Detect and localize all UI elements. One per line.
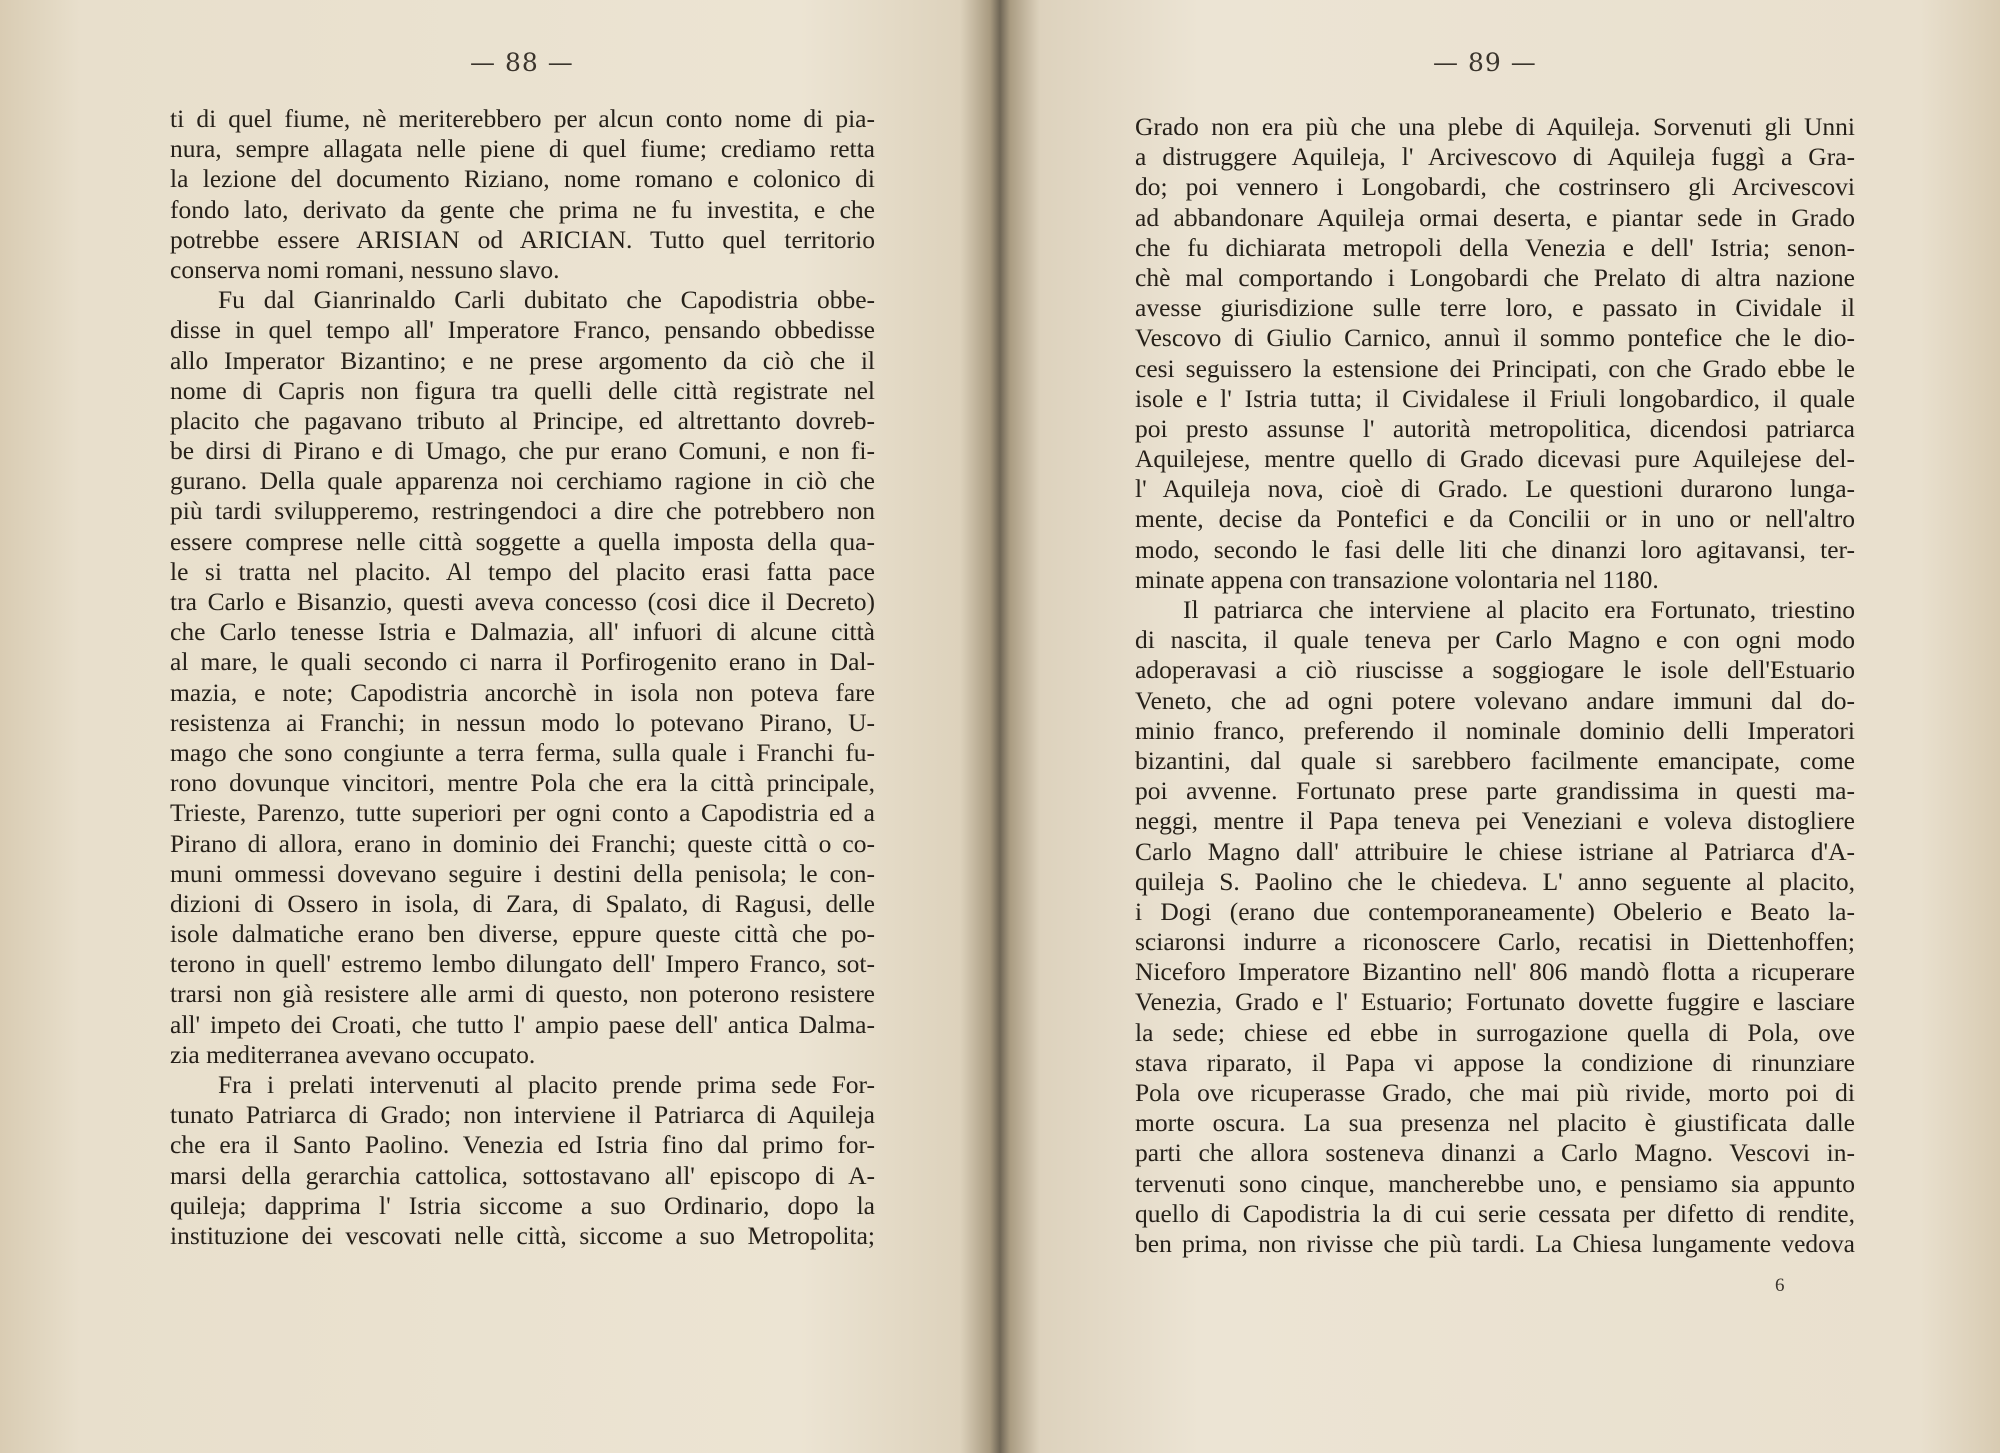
text-line: gurano. Della quale apparenza noi cerchiamo ragione in ciò che: [170, 466, 875, 496]
body-text: [1135, 112, 1855, 1259]
text-line: Venezia, Grado e l' Estuario; Fortunato dovette fuggire e lasciare: [1135, 987, 1855, 1017]
text-line: zia mediterranea avevano occupato.: [170, 1039, 536, 1069]
text-line: la lezione del documento Riziano, nome romano e colonico di: [170, 164, 875, 194]
text-line: quello di Capodistria la di cui serie cessata per difetto di rendite,: [1135, 1198, 1855, 1228]
text-line: isole dalmatiche erano ben diverse, eppure queste città che po-: [170, 919, 875, 949]
text-line: potrebbe essere ARISIAN od ARICIAN. Tutto quel territorio: [170, 224, 875, 254]
text-line: mago che sono congiunte a terra ferma, sulla quale i Franchi fu-: [170, 737, 875, 767]
text-line: chè mal comportando i Longobardi che Prelato di altra nazione: [1135, 262, 1855, 292]
text-line: che fu dichiarata metropoli della Venezia e dell' Istria; senon-: [1135, 232, 1855, 262]
text-line: Veneto, che ad ogni potere volevano andare immuni dal do-: [1135, 685, 1855, 715]
text-line: Pola ove ricuperasse Grado, che mai più rivide, morto poi di: [1135, 1078, 1855, 1107]
text-line: muni ommessi dovevano seguire i destini della penisola; le con-: [170, 858, 875, 888]
text-line: tra Carlo e Bisanzio, questi aveva concesso (cosi dice il Decreto): [170, 587, 875, 616]
text-line: che era il Santo Paolino. Venezia ed Istria fino dal primo for-: [170, 1130, 875, 1160]
text-line: Aquilejese, mentre quello di Grado dicevasi pure Aquilejese del-: [1135, 444, 1855, 474]
text-line: trarsi non già resistere alle armi di questo, non poterono resistere: [170, 979, 875, 1009]
text-line: parti che allora sosteneva dinanzi a Carlo Magno. Vescovi in-: [1135, 1138, 1855, 1168]
text-line: tervenuti sono cinque, mancherebbe uno, e pensiamo sia appunto: [1135, 1168, 1855, 1198]
text-line: ti di quel fiume, nè meriterebbero per alcun conto nome di pia-: [170, 104, 875, 133]
text-line: di nascita, il quale teneva per Carlo Magno e con ogni modo: [1135, 625, 1855, 655]
text-line: mazia, e note; Capodistria ancorchè in isola non poteva fare: [170, 677, 875, 707]
text-line: Carlo Magno dall' attribuire le chiese istriane al Patriarca d'A-: [1135, 836, 1855, 866]
text-line: neggi, mentre il Papa teneva pei Veneziani e voleva distogliere: [1135, 806, 1855, 836]
text-line: le si tratta nel placito. Al tempo del placito erasi fatta pace: [170, 556, 875, 586]
text-line: tunato Patriarca di Grado; non interviene il Patriarca di Aquileja: [170, 1100, 875, 1130]
signature-mark: 6: [1775, 1275, 1785, 1296]
text-line: disse in quel tempo all' Imperatore Franco, pensando obbedisse: [170, 315, 875, 345]
text-line: che Carlo tenesse Istria e Dalmazia, all' infuori di alcune città: [170, 617, 875, 647]
text-line: più tardi svilupperemo, restringendoci a dire che potrebbero non: [170, 496, 875, 526]
text-line: morte oscura. La sua presenza nel placito è giustificata dalle: [1135, 1108, 1855, 1138]
text-line: be dirsi di Pirano e di Umago, che pur erano Comuni, e non fi-: [170, 436, 875, 466]
text-line: quileja; dapprima l' Istria siccome a suo Ordinario, dopo la: [170, 1190, 875, 1220]
text-line: nura, sempre allagata nelle piene di quel fiume; crediamo retta: [170, 134, 875, 164]
text-line: sciaronsi indurre a riconoscere Carlo, recatisi in Diettenhoffen;: [1135, 927, 1855, 957]
text-line: quileja S. Paolino che le chiedeva. L' anno seguente al placito,: [1135, 866, 1855, 896]
text-line: conserva nomi romani, nessuno slavo.: [170, 254, 560, 284]
text-line: poi avvenne. Fortunato prese parte grandissima in questi ma-: [1135, 776, 1855, 806]
text-line: dizioni di Ossero in isola, di Zara, di Spalato, di Ragusi, delle: [170, 888, 875, 918]
text-line: Fu dal Gianrinaldo Carli dubitato che Capodistria obbe-: [218, 285, 875, 315]
text-line: adoperavasi a ciò riuscisse a soggiogare le isole dell'Estuario: [1135, 655, 1855, 685]
text-line: isole e l' Istria tutta; il Cividalese il Friuli longobardico, il quale: [1135, 383, 1855, 413]
text-line: allo Imperator Bizantino; e ne prese argomento da ciò che il: [170, 345, 875, 375]
text-line: minio franco, preferendo il nominale dominio delli Imperatori: [1135, 715, 1855, 745]
text-line: mente, decise da Pontefici e da Concilii or in uno or nell'altro: [1135, 504, 1855, 534]
text-line: Grado non era più che una plebe di Aquileja. Sorvenuti gli Unni: [1135, 112, 1855, 141]
text-line: cesi seguissero la estensione dei Principati, con che Grado ebbe le: [1135, 353, 1855, 383]
text-line: marsi della gerarchia cattolica, sottostavano all' episcopo di A-: [170, 1160, 875, 1190]
text-line: placito che pagavano tributo al Principe, ed altrettanto dovreb-: [170, 405, 875, 435]
text-line: la sede; chiese ed ebbe in surrogazione quella di Pola, ove: [1135, 1017, 1855, 1047]
text-line: Niceforo Imperatore Bizantino nell' 806 mandò flotta a ricuperare: [1135, 957, 1855, 987]
text-line: Il patriarca che interviene al placito era Fortunato, triestino: [1183, 595, 1855, 624]
left-page: [0, 0, 985, 1453]
text-line: rono dovunque vincitori, mentre Pola che era la città principale,: [170, 768, 875, 798]
text-line: al mare, le quali secondo ci narra il Porfirogenito erano in Dal-: [170, 647, 875, 677]
text-line: Vescovo di Giulio Carnico, annuì il sommo pontefice che le dio-: [1135, 323, 1855, 353]
text-line: Trieste, Parenzo, tutte superiori per ogni conto a Capodistria ed a: [170, 798, 875, 828]
text-line: do; poi vennero i Longobardi, che costrinsero gli Arcivescovi: [1135, 172, 1855, 202]
body-text: [170, 104, 875, 1251]
text-line: nome di Capris non figura tra quelli delle città registrate nel: [170, 375, 875, 405]
text-line: avesse giurisdizione sulle terre loro, e passato in Cividale il: [1135, 293, 1855, 323]
text-line: stava riparato, il Papa vi appose la condizione di rinunziare: [1135, 1047, 1855, 1077]
text-line: Fra i prelati intervenuti al placito prende prima sede For-: [218, 1070, 875, 1099]
page-number: — 89 —: [1433, 48, 1537, 77]
text-line: ben prima, non rivisse che più tardi. La Chiesa lungamente vedova: [1135, 1228, 1855, 1258]
text-line: essere comprese nelle città soggette a quella imposta della qua-: [170, 526, 875, 556]
text-line: fondo lato, derivato da gente che prima ne fu investita, e che: [170, 194, 875, 224]
text-line: resistenza ai Franchi; in nessun modo lo potevano Pirano, U-: [170, 707, 875, 737]
text-line: terono in quell' estremo lembo dilungato dell' Impero Franco, sot-: [170, 949, 875, 979]
text-line: bizantini, dal quale si sarebbero facilmente emancipate, come: [1135, 745, 1855, 775]
text-line: i Dogi (erano due contemporaneamente) Obelerio e Beato la-: [1135, 896, 1855, 926]
text-line: all' impeto dei Croati, che tutto l' ampio paese dell' antica Dalma-: [170, 1009, 875, 1039]
text-line: instituzione dei vescovati nelle città, siccome a suo Metropolita;: [170, 1220, 875, 1250]
right-page: [1015, 0, 2000, 1453]
text-line: a distruggere Aquileja, l' Arcivescovo di Aquileja fuggì a Gra-: [1135, 142, 1855, 172]
text-line: poi presto assunse l' autorità metropolitica, dicendosi patriarca: [1135, 413, 1855, 443]
page-number: — 88 —: [470, 48, 574, 77]
text-line: Pirano di allora, erano in dominio dei Franchi; queste città o co-: [170, 828, 875, 858]
text-line: ad abbandonare Aquileja ormai deserta, e piantar sede in Grado: [1135, 202, 1855, 232]
text-line: minate appena con transazione volontaria nel 1180.: [1135, 564, 1659, 594]
text-line: modo, secondo le fasi delle liti che dinanzi loro agitavansi, ter-: [1135, 534, 1855, 564]
text-line: l' Aquileja nova, cioè di Grado. Le questioni durarono lunga-: [1135, 474, 1855, 504]
